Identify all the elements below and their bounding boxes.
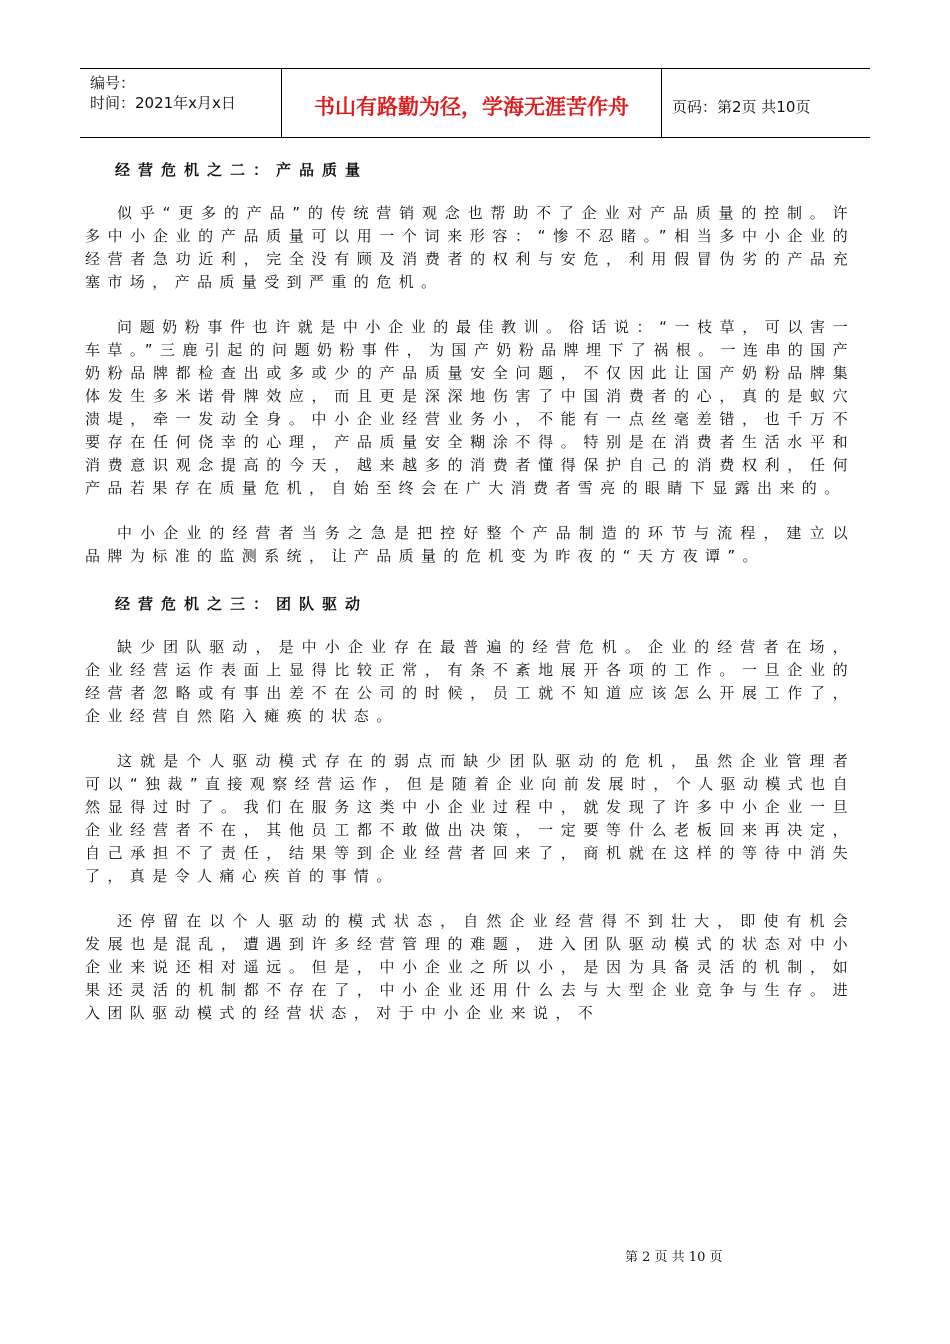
paragraph: 中小企业的经营者当务之急是把控好整个产品制造的环节与流程，建立以品牌为标准的监测系统，让产品质量的危机变为昨夜的“天方夜谭”。 xyxy=(85,524,855,565)
paragraph: 这就是个人驱动模式存在的弱点而缺少团队驱动的危机，虽然企业管理者可以“独裁”直接观察经营运作，但是随着企业向前发展时，个人驱动模式也自然显得过时了。我们在服务这类中小企业过程中，就发现了许多中小企业一旦企业经营者不在，其他员工都不敢做出决策，一定要等什么老板回来再决定，自己承担不了责任，结果等到企业经营者回来了，商机就在这样的等待中消失了，真是令人痛心疾首的事情。 xyxy=(85,752,855,885)
paragraph: 问题奶粉事件也许就是中小企业的最佳教训。俗话说：“一枝草，可以害一车草。”三鹿引起的问题奶粉事件，为国产奶粉品牌埋下了祸根。一连串的国产奶粉品牌都检查出或多或少的产品质量安全问题，不仅因此让国产奶粉品牌集体发生多米诺骨牌效应，而且更是深深地伤害了中国消费者的心，真的是蚁穴溃堤，牵一发动全身。中小企业经营业务小，不能有一点丝毫差错，也千万不要存在任何侥幸的心理，产品质量安全糊涂不得。特别是在消费者生活水平和消费意识观念提高的今天，越来越多的消费者懂得保护自己的消费权利，任何产品若果存在质量危机，自始至终会在广大消费者雪亮的眼睛下显露出来的。 xyxy=(85,318,855,497)
paragraph: 似乎“更多的产品”的传统营销观念也帮助不了企业对产品质量的控制。许多中小企业的产品质量可以用一个词来形容：“惨不忍睹。”相当多中小企业的经营者急功近利，完全没有顾及消费者的权利与安危，利用假冒伪劣的产品充塞市场，产品质量受到严重的危机。 xyxy=(85,204,855,291)
paragraph: 还停留在以个人驱动的模式状态，自然企业经营得不到壮大，即使有机会发展也是混乱，遭遇到许多经营管理的难题，进入团队驱动模式的状态对中小企业来说还相对遥远。但是，中小企业之所以小，是因为具备灵活的机制，如果还灵活的机制都不存在了，中小企业还用什么去与大型企业竞争与生存。进入团队驱动模式的经营状态，对于中小企业来说，不 xyxy=(85,912,855,1022)
header-page-info: 页码：第2页 共10页 xyxy=(672,97,811,116)
section-heading: 经营危机之三：团队驱动 xyxy=(115,595,369,613)
header-motto: 书山有路勤为径，学海无涯苦作舟 xyxy=(282,69,662,137)
serial-label: 编号： xyxy=(90,74,136,92)
page-header xyxy=(80,68,870,138)
footer-page-number: 第 2 页 共 10 页 xyxy=(625,1250,723,1265)
document-body xyxy=(85,156,855,1047)
header-meta xyxy=(80,69,282,137)
paragraph: 缺少团队驱动，是中小企业存在最普遍的经营危机。企业的经营者在场，企业经营运作表面上显得比较正常，有条不紊地展开各项的工作。一旦企业的经营者忽略或有事出差不在公司的时候，员工就不知道应该怎么开展工作了，企业经营自然陷入瘫痪的状态。 xyxy=(85,638,855,725)
section-heading: 经营危机之二：产品质量 xyxy=(115,161,369,179)
date-label: 时间：2021年x月x日 xyxy=(90,94,236,112)
